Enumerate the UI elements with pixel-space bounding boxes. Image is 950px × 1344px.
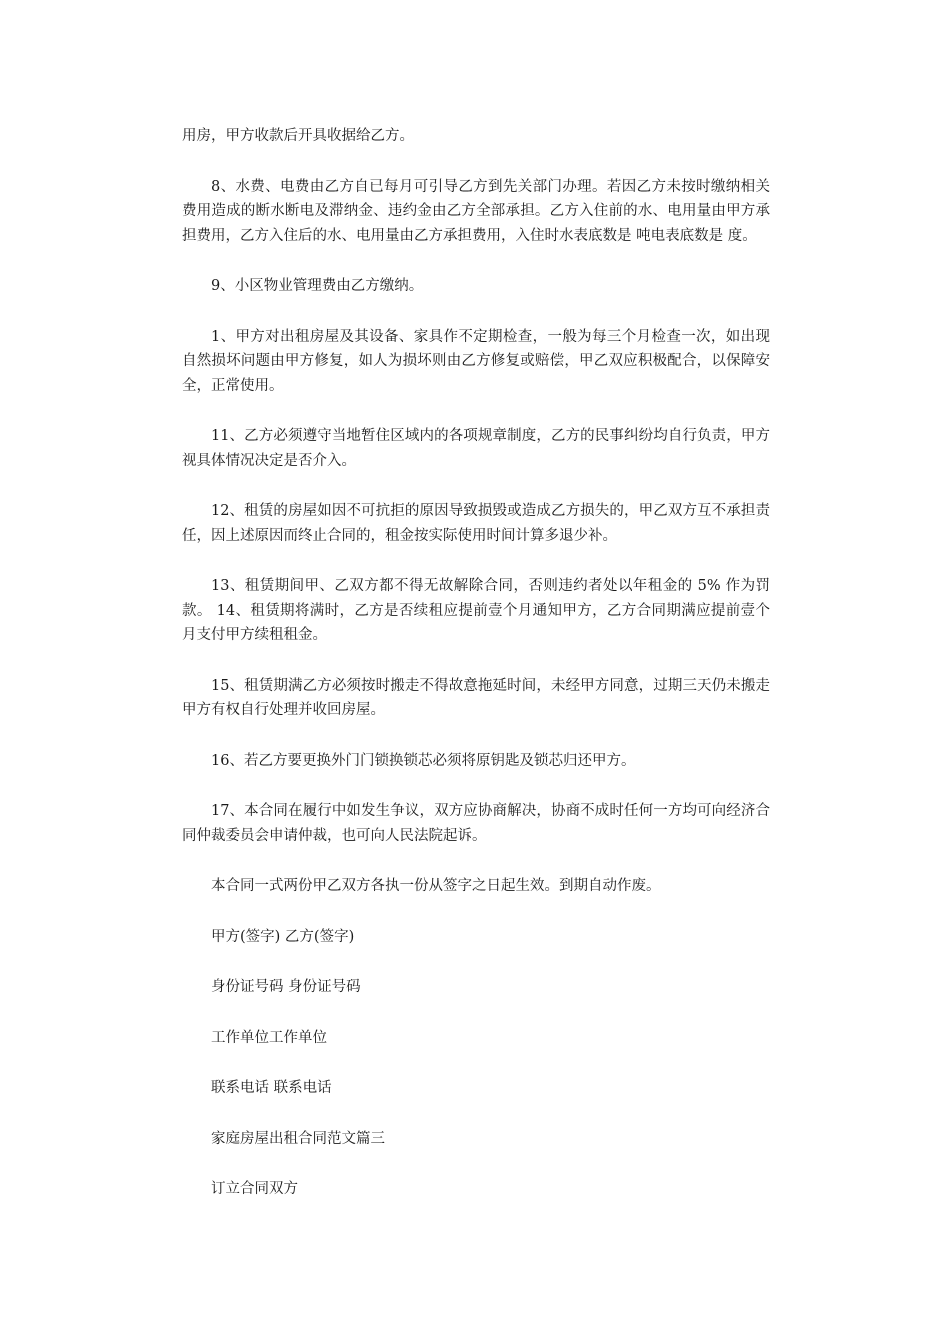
phone-line: 联系电话 联系电话: [211, 1080, 332, 1096]
clause-12: 12、租赁的房屋如因不可抗拒的原因导致损毁或造成乙方损失的，甲乙双方互不承担责任，因上述原因而终止合同的，租金按实际使用时间计算多退少补。: [182, 503, 770, 544]
paragraph-continuation: 用房，甲方收款后开具收据给乙方。: [182, 128, 414, 144]
id-number-line: 身份证号码 身份证号码: [211, 979, 361, 995]
clause-1: 1、甲方对出租房屋及其设备、家具作不定期检查，一般为每三个月检查一次，如出现自然损坏问题由甲方修复，如人为损坏则由乙方修复或赔偿，甲乙双应积极配合，以保障安全，正常使用。: [182, 328, 770, 394]
signature-line: 甲方(签字) 乙方(签字): [211, 928, 355, 945]
clause-16: 16、若乙方要更换外门门锁换锁芯必须将原钥匙及锁芯归还甲方。: [211, 752, 636, 769]
clause-13-14: 13、租赁期间甲、乙双方都不得无故解除合同，否则违约者处以年租金的 5% 作为罚款。 14、租赁期将满时，乙方是否续租应提前壹个月通知甲方，乙方合同期满应提前壹个月支付甲方续租租金。: [182, 578, 770, 643]
clause-9: 9、小区物业管理费由乙方缴纳。: [211, 278, 424, 294]
clause-8: 8、水费、电费由乙方自已每月可引导乙方到先关部门办理。若因乙方未按时缴纳相关费用造成的断水断电及滞纳金、违约金由乙方全部承担。乙方入住前的水、电用量由甲方承担费用，乙方入住后的水、电用量由乙方承担费用，入住时水表底数是 吨电表底数是 度。: [182, 178, 770, 244]
parties-line: 订立合同双方: [211, 1181, 298, 1197]
section-heading: 家庭房屋出租合同范文篇三: [211, 1130, 385, 1147]
document-page: [182, 124, 770, 1202]
clause-11: 11、乙方必须遵守当地暂住区域内的各项规章制度，乙方的民事纠纷均自行负责，甲方视具体情况决定是否介入。: [182, 428, 770, 469]
clause-17: 17、本合同在履行中如发生争议，双方应协商解决，协商不成时任何一方均可向经济合同仲裁委员会申请仲裁，也可向人民法院起诉。: [182, 803, 770, 844]
work-unit-line: 工作单位工作单位: [211, 1029, 327, 1046]
validity-statement: 本合同一式两份甲乙双方各执一份从签字之日起生效。到期自动作废。: [211, 878, 661, 894]
clause-15: 15、租赁期满乙方必须按时搬走不得故意拖延时间，未经甲方同意，过期三天仍未搬走甲方有权自行处理并收回房屋。: [182, 677, 770, 718]
